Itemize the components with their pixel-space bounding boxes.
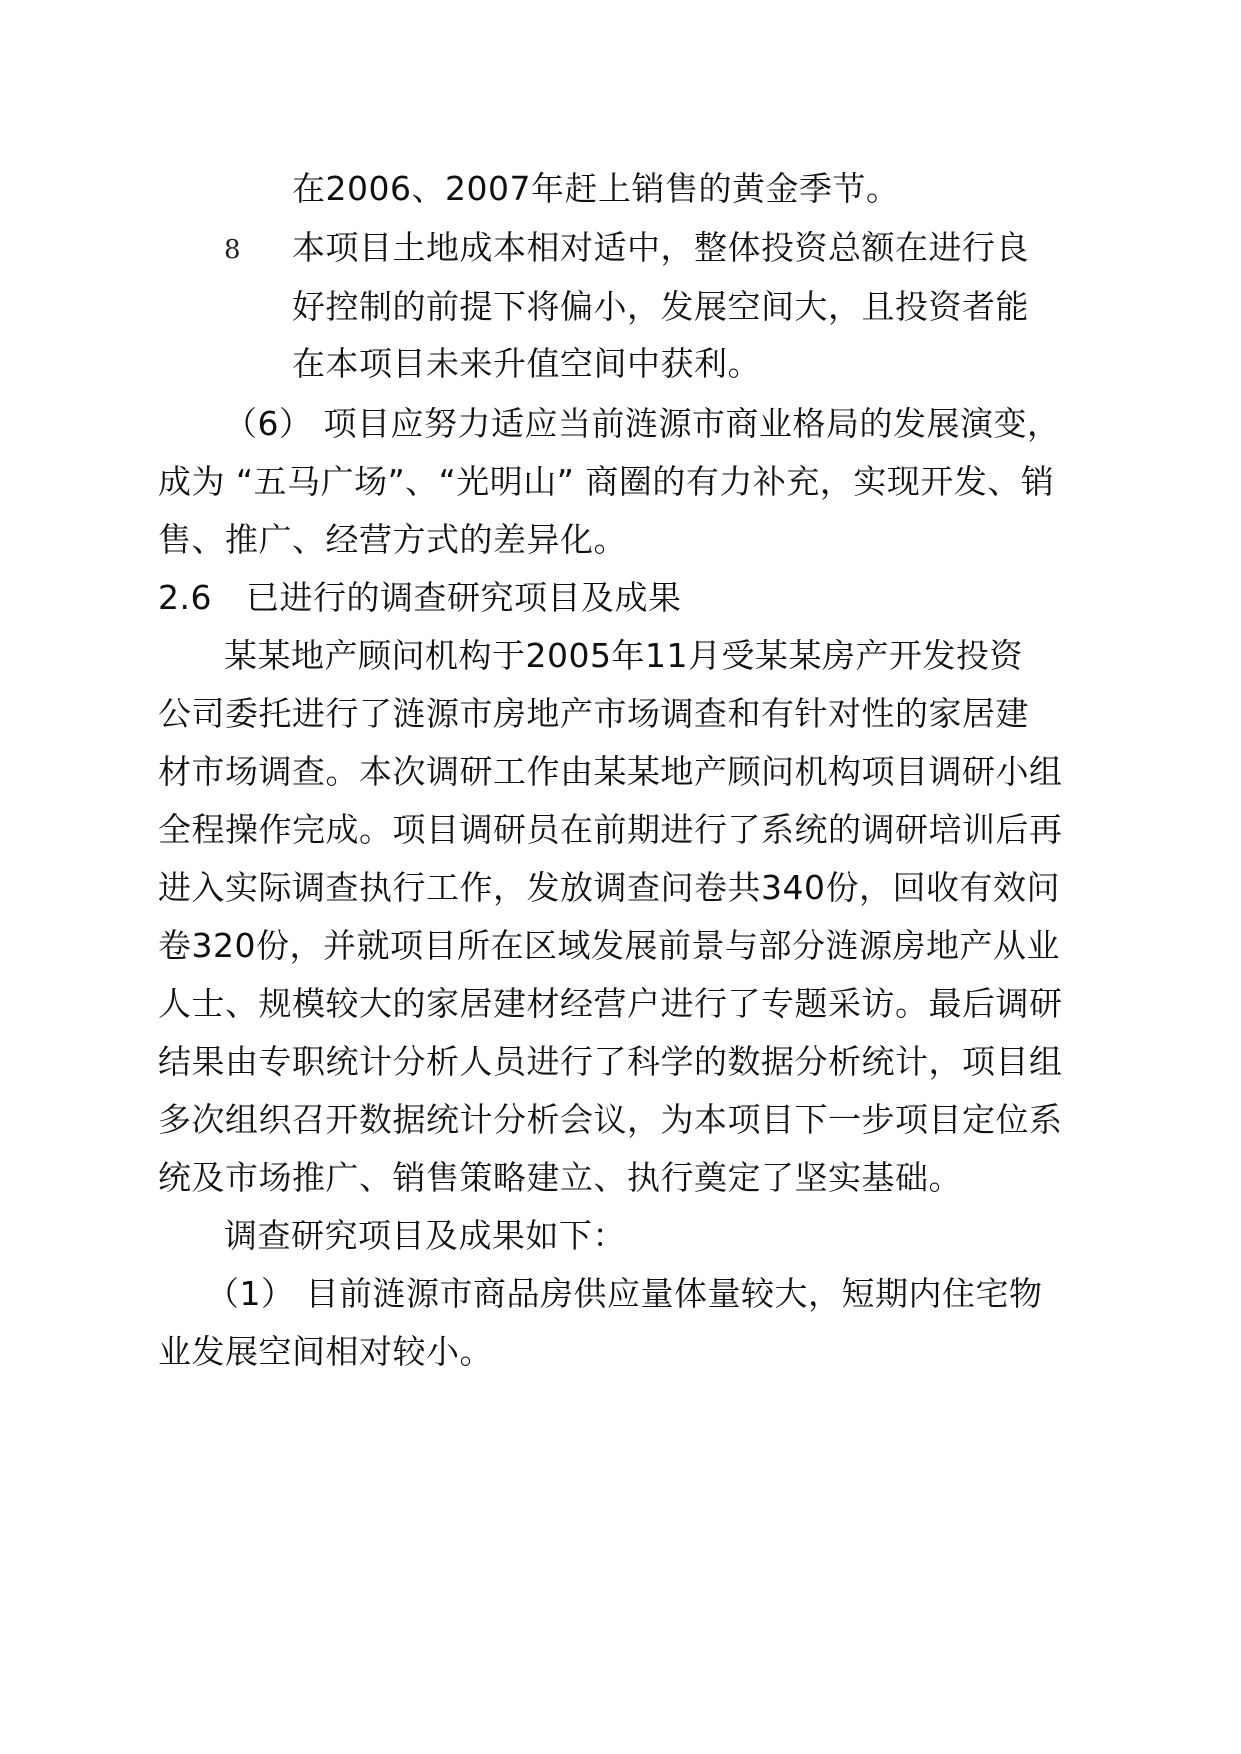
body-paragraph-line: 统及市场推广、销售策略建立、执行奠定了坚实基础。 (158, 1158, 962, 1197)
body-paragraph-line: 结果由专职统计分析人员进行了科学的数据分析统计，项目组 (158, 1042, 1063, 1081)
body-paragraph-line: 人士、规模较大的家居建材经营户进行了专题采访。最后调研 (158, 984, 1063, 1023)
body-paragraph-line: 某某地产顾问机构于2005年11月受某某房产开发投资 (224, 636, 1023, 675)
section-number: 2.6 (158, 578, 212, 617)
bullet-text-line: 在本项目未来升值空间中获利。 (292, 344, 761, 383)
item-6-line: 售、推广、经营方式的差异化。 (158, 520, 627, 559)
results-intro-line: 调查研究项目及成果如下： (224, 1216, 626, 1255)
body-paragraph-line: 卷320份，并就项目所在区域发展前景与部分涟源房地产从业 (158, 926, 1060, 965)
item-6-line: （6） 项目应努力适应当前涟源市商业格局的发展演变， (224, 404, 1061, 443)
bullet-marker: 8 (224, 235, 241, 265)
bullet-text-line: 好控制的前提下将偏小，发展空间大，且投资者能 (292, 287, 1029, 326)
item-6-line: 成为 “五马广场”、“光明山” 商圈的有力补充，实现开发、销 (158, 462, 1055, 501)
body-paragraph-line: 公司委托进行了涟源市房地产市场调查和有针对性的家居建 (158, 694, 1029, 733)
section-heading (158, 576, 681, 620)
body-paragraph-line: 进入实际调查执行工作，发放调查问卷共340份，回收有效问 (158, 868, 1060, 907)
bullet-continuation-line: 在2006、2007年赶上销售的黄金季节。 (292, 169, 900, 208)
item-1-line: 业发展空间相对较小。 (158, 1332, 493, 1371)
body-paragraph-line: 材市场调查。本次调研工作由某某地产顾问机构项目调研小组 (158, 752, 1063, 791)
bullet-text-line: 本项目土地成本相对适中，整体投资总额在进行良 (292, 228, 1029, 267)
item-1-line: （1） 目前涟源市商品房供应量体量较大，短期内住宅物 (206, 1274, 1043, 1313)
body-paragraph-line: 全程操作完成。项目调研员在前期进行了系统的调研培训后再 (158, 810, 1063, 849)
body-paragraph-line: 多次组织召开数据统计分析会议，为本项目下一步项目定位系 (158, 1100, 1063, 1139)
section-title: 已进行的调查研究项目及成果 (245, 578, 682, 617)
